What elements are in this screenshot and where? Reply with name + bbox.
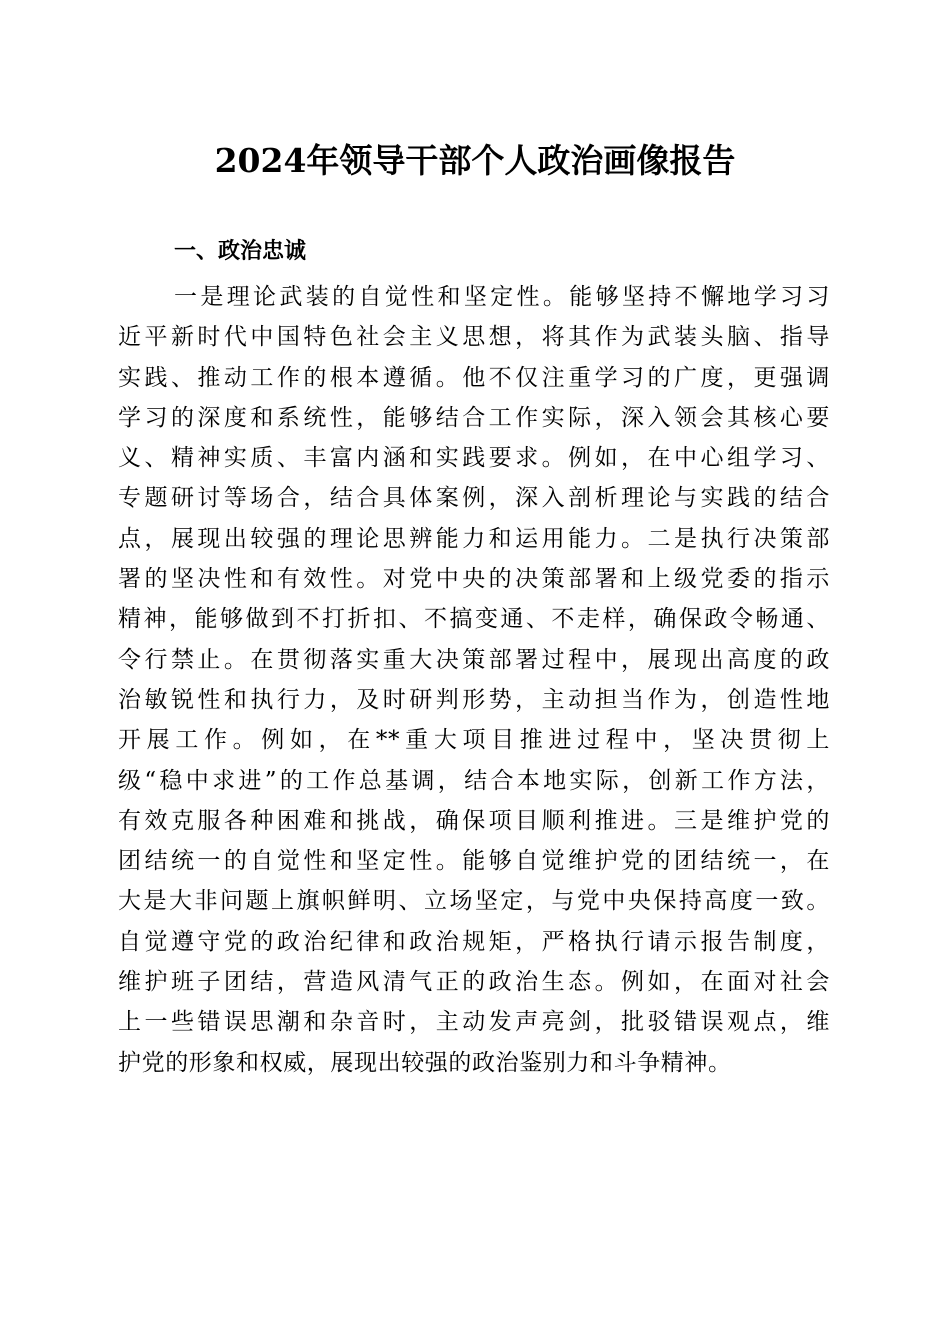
section-heading: 一、政治忠诚 (174, 239, 307, 264)
paragraph-line: 自觉遵守党的政治纪律和政治规矩，严格执行请示报告制度， (118, 928, 830, 955)
paragraph-line: 上一些错误思潮和杂音时，主动发声亮剑，批驳错误观点，维 (118, 1009, 830, 1036)
paragraph-line: 义、精神实质、丰富内涵和实践要求。例如，在中心组学习、 (118, 445, 830, 472)
paragraph-line: 精神，能够做到不打折扣、不搞变通、不走样，确保政令畅通、 (118, 606, 830, 633)
paragraph-line: 大是大非问题上旗帜鲜明、立场坚定，与党中央保持高度一致。 (118, 888, 830, 915)
paragraph-line: 级“稳中求进”的工作总基调，结合本地实际，创新工作方法， (118, 767, 830, 794)
paragraph-line: 近平新时代中国特色社会主义思想，将其作为武装头脑、指导 (118, 324, 830, 351)
paragraph-line: 点，展现出较强的理论思辨能力和运用能力。二是执行决策部 (118, 525, 830, 552)
document-title: 2024年领导干部个人政治画像报告 (214, 141, 736, 180)
paragraph-line: 学习的深度和系统性，能够结合工作实际，深入领会其核心要 (118, 404, 830, 431)
paragraph-line: 实践、推动工作的根本遵循。他不仅注重学习的广度，更强调 (118, 364, 830, 391)
paragraph-line: 护党的形象和权威，展现出较强的政治鉴别力和斗争精神。 (118, 1049, 732, 1076)
paragraph-line: 团结统一的自觉性和坚定性。能够自觉维护党的团结统一，在 (118, 848, 830, 875)
paragraph-line: 一是理论武装的自觉性和坚定性。能够坚持不懈地学习习 (174, 284, 830, 310)
paragraph-line: 令行禁止。在贯彻落实重大决策部署过程中，展现出高度的政 (118, 646, 830, 673)
paragraph-line: 有效克服各种困难和挑战，确保项目顺利推进。三是维护党的 (118, 807, 830, 834)
paragraph-line: 开展工作。例如，在**重大项目推进过程中，坚决贯彻上 (118, 727, 830, 754)
paragraph-line: 专题研讨等场合，结合具体案例，深入剖析理论与实践的结合 (118, 485, 830, 512)
paragraph-line: 治敏锐性和执行力，及时研判形势，主动担当作为，创造性地 (118, 686, 830, 713)
paragraph-line: 维护班子团结，营造风清气正的政治生态。例如，在面对社会 (118, 969, 830, 996)
paragraph-line: 署的坚决性和有效性。对党中央的决策部署和上级党委的指示 (118, 566, 830, 593)
body-paragraph (118, 277, 830, 1083)
